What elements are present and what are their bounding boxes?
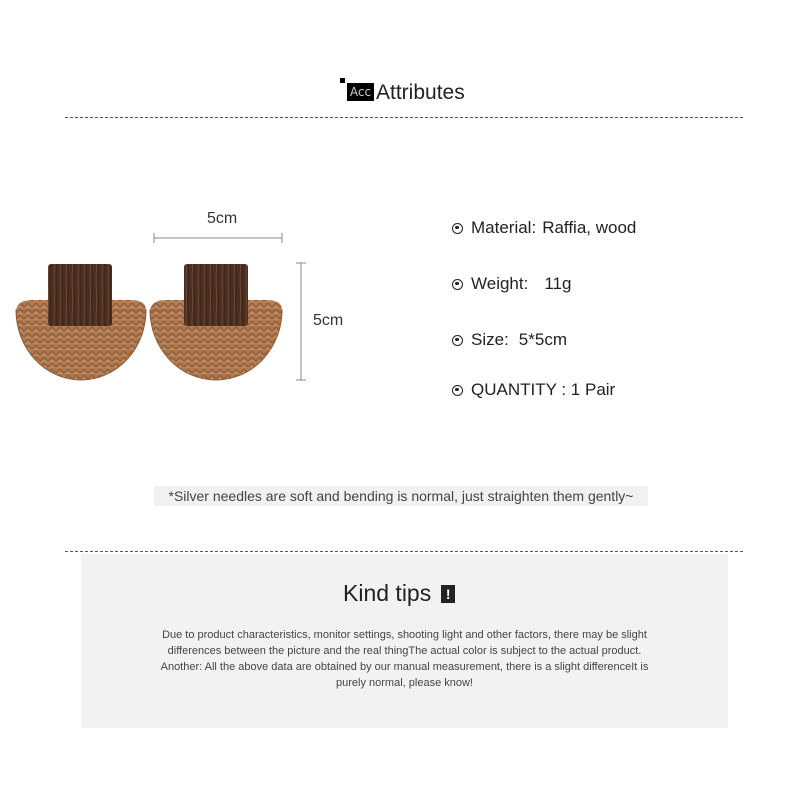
attribute-quantity	[452, 380, 621, 400]
kind-tips-title: Kind tips	[343, 580, 432, 606]
section-title: Attributes	[376, 81, 465, 104]
bullet-icon	[452, 385, 463, 396]
bullet-icon	[452, 223, 463, 234]
attribute-value: 11g	[544, 274, 572, 293]
kind-tips-heading	[343, 580, 455, 607]
attribute-material	[452, 218, 636, 238]
divider-bottom	[65, 551, 743, 552]
height-dimension-label: 5cm	[313, 312, 344, 329]
product-image	[10, 200, 340, 400]
exclamation-icon: !	[441, 585, 455, 603]
width-dimension-label: 5cm	[207, 210, 238, 227]
attribute-label: QUANTITY : 1 Pair	[471, 380, 616, 399]
attribute-value: 5*5cm	[518, 330, 567, 349]
tips-line: purely normal, please know!	[336, 677, 473, 689]
kind-tips-text	[101, 627, 708, 691]
earrings-illustration	[10, 200, 340, 400]
acc-badge: Acc	[347, 83, 374, 101]
attribute-value: Raffia, wood	[542, 218, 637, 237]
attribute-size	[452, 330, 567, 350]
section-header	[0, 78, 800, 108]
attribute-label: Size:	[471, 330, 509, 349]
tips-line: Due to product characteristics, monitor settings, shooting light and other factors, there may be slight	[162, 629, 647, 641]
bullet-icon	[452, 335, 463, 346]
attribute-weight	[452, 274, 571, 294]
care-note: *Silver needles are soft and bending is normal, just straighten them gently~	[154, 486, 648, 506]
kind-tips-panel	[81, 554, 728, 728]
tips-line: Another: All the above data are obtained by our manual measurement, there is a slight differenceIt is	[160, 661, 649, 673]
earring-left	[16, 264, 146, 380]
earring-right	[150, 264, 282, 380]
attribute-label: Material:	[471, 218, 537, 237]
divider-top	[65, 117, 743, 118]
header-dot-icon	[340, 78, 345, 83]
bullet-icon	[452, 279, 463, 290]
attribute-label: Weight:	[471, 274, 529, 293]
tips-line: differences between the picture and the real thingThe actual color is subject to the actual product.	[167, 645, 642, 657]
